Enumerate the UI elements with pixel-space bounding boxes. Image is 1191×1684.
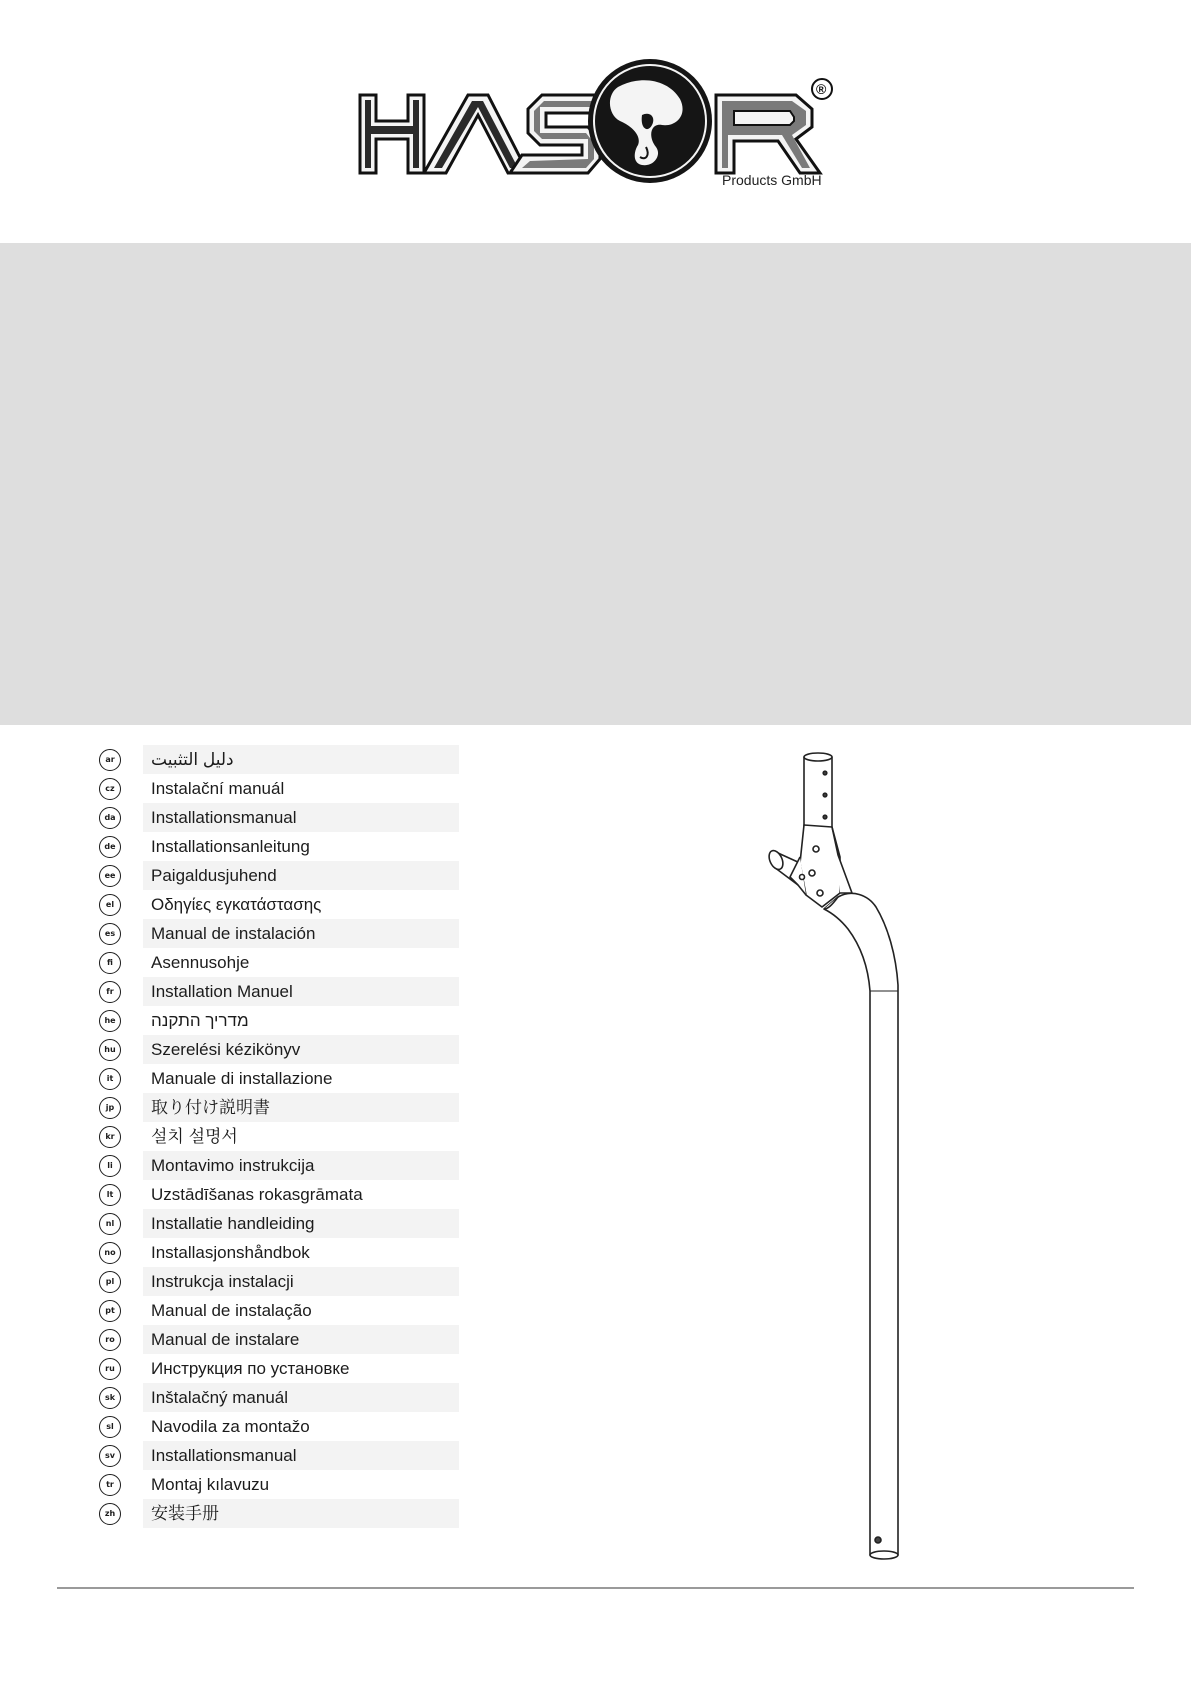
language-row (99, 1296, 459, 1325)
brand-logo (350, 55, 850, 200)
language-row (99, 1267, 459, 1296)
footer-divider (57, 1587, 1134, 1589)
language-title: Manual de instalare (143, 1325, 459, 1354)
language-list (99, 745, 459, 1528)
language-row (99, 1064, 459, 1093)
language-code-badge: zh (99, 1503, 121, 1525)
language-title: Szerelési kézikönyv (143, 1035, 459, 1064)
language-title: Installationsmanual (143, 1441, 459, 1470)
language-code-badge: hu (99, 1039, 121, 1061)
language-code-badge: jp (99, 1097, 121, 1119)
language-title: Manual de instalação (151, 1301, 312, 1320)
language-row (99, 919, 459, 948)
language-row (99, 1238, 459, 1267)
language-title: Installasjonshåndbok (151, 1243, 310, 1262)
language-title: Installatie handleiding (143, 1209, 459, 1238)
registered-mark: ® (816, 81, 827, 97)
language-title: Paigaldusjuhend (143, 861, 459, 890)
language-code-badge: cz (99, 778, 121, 800)
language-title: Montavimo instrukcija (143, 1151, 459, 1180)
language-row (99, 1209, 459, 1238)
language-code-badge: el (99, 894, 121, 916)
language-row (99, 1412, 459, 1441)
language-row (99, 1122, 459, 1151)
language-code-badge: fi (99, 952, 121, 974)
language-title: 取り付け説明書 (143, 1093, 459, 1122)
language-row (99, 977, 459, 1006)
language-code-badge: he (99, 1010, 121, 1032)
language-code-badge: kr (99, 1126, 121, 1148)
language-row (99, 774, 459, 803)
language-title: 설치 설명서 (151, 1127, 238, 1146)
language-title: מדריך התקנה (151, 1011, 249, 1030)
language-code-badge: sl (99, 1416, 121, 1438)
language-title: Montaj kılavuzu (151, 1475, 270, 1494)
language-row (99, 1470, 459, 1499)
language-code-badge: li (99, 1155, 121, 1177)
language-row (99, 948, 459, 977)
language-title: دليل التثبيت (143, 745, 459, 774)
language-title: Navodila za montažo (151, 1417, 310, 1436)
language-row (99, 1180, 459, 1209)
language-title: Instalační manuál (151, 779, 285, 798)
language-code-badge: sv (99, 1445, 121, 1467)
language-code-badge: ro (99, 1329, 121, 1351)
language-title: Installationsmanual (143, 803, 459, 832)
language-code-badge: lt (99, 1184, 121, 1206)
language-code-badge: no (99, 1242, 121, 1264)
language-row (99, 1006, 459, 1035)
language-code-badge: ar (99, 749, 121, 771)
language-code-badge: pl (99, 1271, 121, 1293)
language-title: Manuale di installazione (151, 1069, 333, 1088)
language-row (99, 1151, 459, 1180)
language-title: Οδηγίες εγκατάστασης (151, 895, 322, 914)
language-row (99, 1325, 459, 1354)
language-title: Uzstādīšanas rokasgrāmata (151, 1185, 363, 1204)
language-code-badge: it (99, 1068, 121, 1090)
language-code-badge: ee (99, 865, 121, 887)
language-row (99, 1035, 459, 1064)
language-row (99, 1093, 459, 1122)
cover-banner (0, 243, 1191, 725)
language-row (99, 890, 459, 919)
language-code-badge: ru (99, 1358, 121, 1380)
language-code-badge: pt (99, 1300, 121, 1322)
language-row (99, 1354, 459, 1383)
language-title: Asennusohje (151, 953, 250, 972)
language-code-badge: es (99, 923, 121, 945)
language-code-badge: de (99, 836, 121, 858)
language-title: Manual de instalación (143, 919, 459, 948)
language-code-badge: fr (99, 981, 121, 1003)
language-title: Installationsanleitung (151, 837, 310, 856)
language-title: Inštalačný manuál (143, 1383, 459, 1412)
product-illustration (740, 745, 940, 1570)
language-row (99, 1499, 459, 1528)
language-code-badge: tr (99, 1474, 121, 1496)
language-row (99, 803, 459, 832)
language-row (99, 832, 459, 861)
language-row (99, 1383, 459, 1412)
language-code-badge: sk (99, 1387, 121, 1409)
language-row (99, 745, 459, 774)
brand-subtitle: Products GmbH (722, 172, 822, 188)
language-code-badge: nl (99, 1213, 121, 1235)
language-code-badge: da (99, 807, 121, 829)
language-title: Instrukcja instalacji (143, 1267, 459, 1296)
language-row (99, 1441, 459, 1470)
language-title: Инструкция по установке (151, 1359, 350, 1378)
mounting-pole-drawing (740, 745, 940, 1570)
language-title: 安装手册 (143, 1499, 459, 1528)
language-row (99, 861, 459, 890)
language-title: Installation Manuel (143, 977, 459, 1006)
